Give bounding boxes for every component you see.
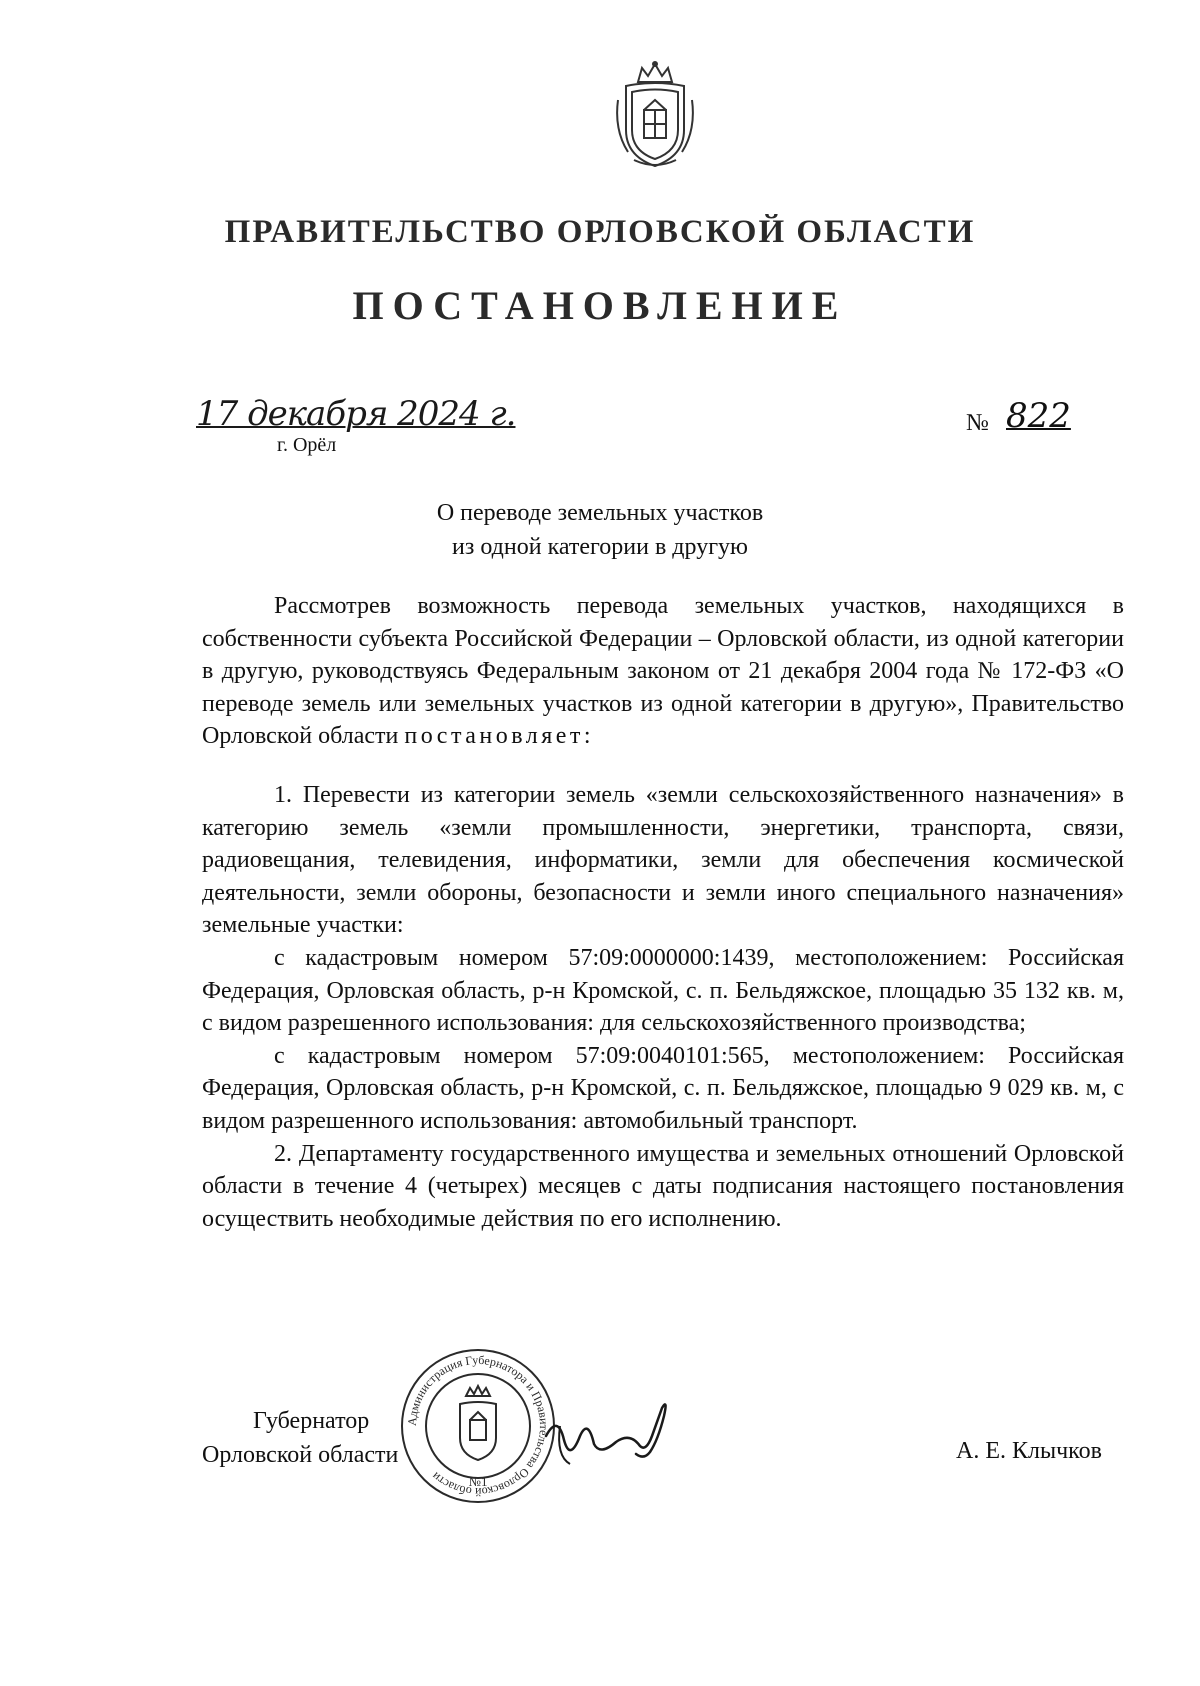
signatory-title-line-2: Орловской области bbox=[202, 1442, 399, 1468]
item-1-paragraph: 1. Перевести из категории земель «земли сельскохозяйственного назначения» в категорию земель «земли промышленности, энергетики, транспорта, связи, радиовещания, телевидения, информатики, земли для обеспечения космической деятельности, земли обороны, безопасности и земли иного специального назначения» земельные участки: bbox=[202, 781, 1124, 939]
coat-of-arms-icon bbox=[612, 60, 698, 170]
handwritten-signature-icon bbox=[540, 1396, 690, 1476]
signatory-name: А. Е. Клычков bbox=[956, 1438, 1102, 1464]
document-subject bbox=[0, 496, 1200, 564]
seal-number: №1 bbox=[468, 1474, 488, 1489]
government-title: ПРАВИТЕЛЬСТВО ОРЛОВСКОЙ ОБЛАСТИ bbox=[224, 214, 976, 250]
subject-line-2: из одной категории в другую bbox=[452, 534, 748, 560]
resolves-word: постановляет: bbox=[404, 723, 595, 750]
handwritten-date: 17 декабря 2024 г. bbox=[196, 394, 516, 434]
handwritten-number: 822 bbox=[1006, 396, 1071, 436]
signatory-title-line-1: Губернатор bbox=[253, 1408, 370, 1434]
official-seal-icon bbox=[398, 1346, 558, 1506]
subject-line-1: О переводе земельных участков bbox=[436, 500, 764, 526]
document-type: ПОСТАНОВЛЕНИЕ bbox=[352, 283, 848, 328]
seal-text: Администрация Губернатора и Правительства Орловской области bbox=[404, 1352, 552, 1500]
city: г. Орёл bbox=[277, 434, 337, 456]
preamble-text: Рассмотрев возможность перевода земельных участков, находящихся в собственности субъекта Российской Федерации – Орловской области, из одной категории в другую, руководствуясь Федеральным законом от 21 декабря 2004 года № 172-ФЗ «О переводе земель или земельных участков из одной категории в другую», Правительство Орловской области bbox=[202, 593, 1124, 750]
plot-2-paragraph: с кадастровым номером 57:09:0040101:565, местоположением: Российская Федерация, Орловская область, р-н Кромской, с. п. Бельдяжское, площадью 9 029 кв. м, с видом разрешенного использования: автомобильный транспорт. bbox=[202, 1042, 1124, 1134]
number-label: № bbox=[966, 410, 989, 436]
item-2-paragraph: 2. Департаменту государственного имущества и земельных отношений Орловской области в течение 4 (четырех) месяцев с даты подписания настоящего постановления осуществить необходимые действия по его исполнению. bbox=[202, 1140, 1124, 1232]
preamble-paragraph bbox=[202, 590, 1124, 753]
document-body bbox=[202, 590, 1124, 1235]
signatory-title bbox=[202, 1404, 398, 1472]
plot-1-paragraph: с кадастровым номером 57:09:0000000:1439, местоположением: Российская Федерация, Орловская область, р-н Кромской, с. п. Бельдяжское, площадью 35 132 кв. м, с видом разрешенного использования: для сельскохозяйственного производства; bbox=[202, 944, 1124, 1037]
